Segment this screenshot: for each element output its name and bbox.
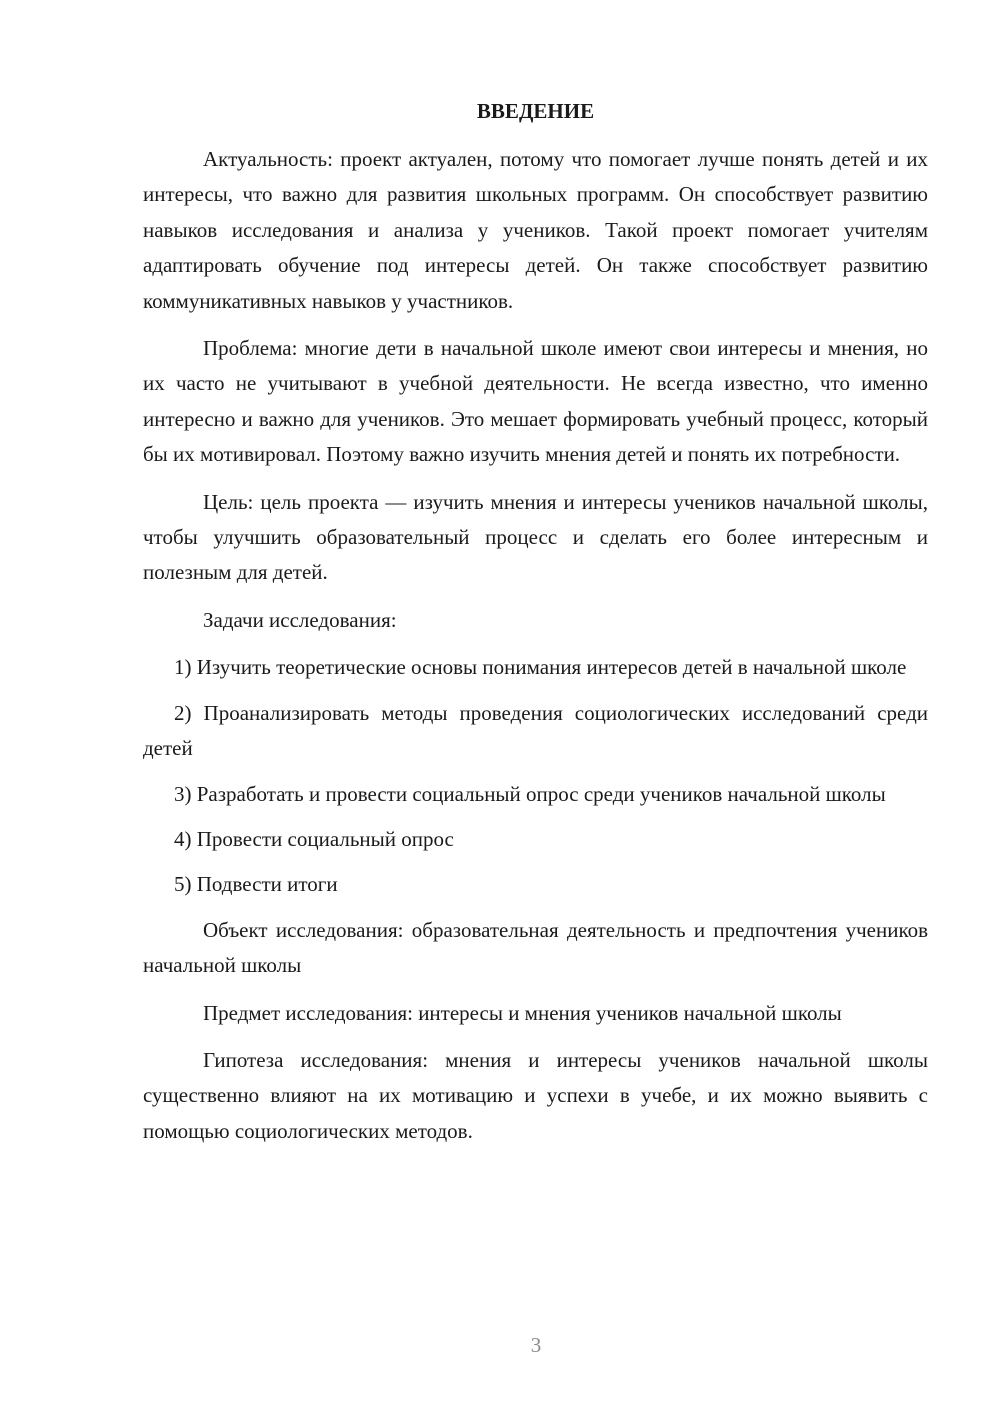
task-item: 5) Подвести итоги — [174, 872, 338, 897]
task-item: 4) Провести социальный опрос — [174, 826, 454, 851]
task-item: 3) Разработать и провести социальный опрос среди учеников начальной школы — [174, 781, 886, 806]
object-paragraph: Объект исследования: образовательная деятельность и предпочтения учеников начальной школы — [143, 917, 928, 978]
goal-paragraph: Цель: цель проекта — изучить мнения и интересы учеников начальной школы, чтобы улучшить образовательный процесс и сделать его более интересным и полезным для детей. — [143, 489, 928, 585]
hypothesis-paragraph: Гипотеза исследования: мнения и интересы учеников начальной школы существенно влияют на их мотивацию и успехи в учебе, и их можно выявить с помощью социологических методов. — [143, 1047, 928, 1143]
section-heading: ВВЕДЕНИЕ — [476, 99, 595, 123]
tasks-title: Задачи исследования: — [203, 607, 397, 632]
problem-paragraph: Проблема: многие дети в начальной школе имеют свои интересы и мнения, но их часто не учитывают в учебной деятельности. Не всегда известно, что именно интересно и важно для учеников. Это мешает формировать учебный процесс, который бы их мотивировал. Поэтому важно изучить мнения детей и понять их потребности. — [143, 336, 928, 467]
document-page — [143, 92, 928, 1161]
page-number: 3 — [530, 1333, 542, 1357]
task-item: 1) Изучить теоретические основы понимания интересов детей в начальной школе — [174, 655, 907, 680]
subject-paragraph: Предмет исследования: интересы и мнения учеников начальной школы — [203, 1000, 842, 1025]
task-item: 2) Проанализировать методы проведения социологических исследований среди детей — [143, 700, 928, 761]
relevance-paragraph: Актуальность: проект актуален, потому что помогает лучше понять детей и их интересы, что важно для развития школьных программ. Он способствует развитию навыков исследования и анализа у учеников. Такой проект помогает учителям адаптировать обучение под интересы детей. Он также способствует развитию коммуникативных навыков у участников. — [143, 147, 928, 313]
